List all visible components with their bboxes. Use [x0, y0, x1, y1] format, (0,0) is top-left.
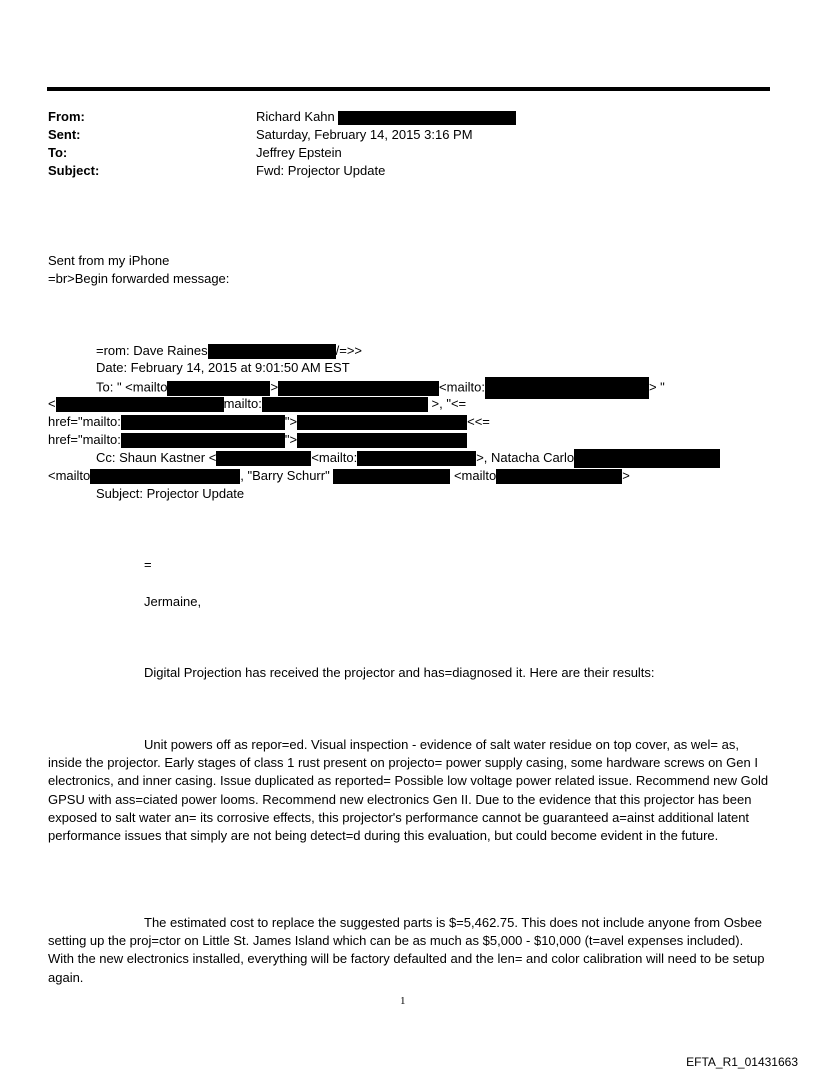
body-paragraph-2 — [48, 736, 770, 845]
fwd-cc-line-2 — [48, 467, 630, 485]
fwd-l3-sep: "> — [284, 414, 298, 429]
fwd-l2-mailto: mailto: — [223, 396, 262, 411]
fwd-l6-end: > — [622, 468, 630, 483]
page-number: 1 — [400, 995, 406, 1007]
header-rule — [47, 87, 770, 91]
fwd-subject-line: Subject: Projector Update — [96, 486, 245, 501]
fwd-cc-line — [96, 449, 720, 467]
fwd-from-text: =rom: Dave Raines — [96, 343, 208, 358]
fwd-cc-mailto: <mailto: — [311, 450, 358, 465]
redaction — [167, 381, 270, 396]
body-paragraph-3 — [48, 914, 770, 987]
sent-value: Saturday, February 14, 2015 3:16 PM — [256, 127, 473, 142]
redaction — [121, 433, 285, 448]
sent-label: Sent: — [48, 127, 81, 142]
fwd-l6-mailto: <mailto — [48, 468, 91, 483]
from-name: Richard Kahn — [256, 109, 335, 124]
redaction — [262, 397, 428, 412]
redaction — [90, 469, 240, 484]
body-paragraph-3-text: The estimated cost to replace the suggested parts is $=5,462.75. This does not include anyone from Osbee setting up the proj=ctor on Little St. James Island which can be as much as $5,000 - $10,000 (t=avel expenses included). With the new electronics installed, everything will be factory defaulted and the len= and color calibration will need to be setup again. — [48, 915, 765, 985]
subject-label: Subject: — [48, 163, 100, 178]
from-row — [48, 108, 748, 126]
begin-forwarded: =br>Begin forwarded message: — [48, 271, 230, 286]
fwd-l4-sep: "> — [284, 432, 298, 447]
fwd-l6-barry: , "Barry Schurr" — [240, 468, 330, 483]
fwd-to-end: > " — [648, 379, 665, 395]
to-label: To: — [48, 145, 68, 160]
fwd-from-suffix: /=>> — [335, 343, 363, 358]
redaction — [121, 415, 285, 430]
redaction — [485, 377, 649, 399]
fwd-l4-href: href="mailto: — [48, 432, 121, 447]
fwd-l2-end: >, "<= — [431, 396, 467, 411]
redaction — [208, 344, 336, 359]
fwd-to-text: To: " <mailto — [96, 379, 168, 395]
redaction — [357, 451, 476, 466]
redaction — [297, 415, 467, 430]
fwd-cc-natacha: >, Natacha Carlo — [476, 450, 575, 465]
fwd-from-line — [96, 342, 362, 360]
fwd-href-line-1 — [48, 413, 490, 431]
redaction — [333, 469, 450, 484]
fwd-to-sep: > — [270, 379, 279, 395]
body-paragraph-1: Digital Projection has received the projector and has=diagnosed it. Here are their results: — [144, 665, 655, 680]
email-header — [48, 108, 748, 180]
body-eq: = — [144, 557, 152, 572]
fwd-to-line — [96, 377, 665, 395]
subject-row — [48, 162, 748, 180]
from-label: From: — [48, 109, 85, 124]
sent-row — [48, 126, 748, 144]
redaction — [338, 111, 516, 125]
body-paragraph-2-text: Unit powers off as repor=ed. Visual inspection - evidence of salt water residue on top cover, as wel= as, inside the projector. Early stages of class 1 rust present on projecto= power supply casing, some hardware screws on Gen I electronics, and inner casing. Issue duplicated as reported= Possible low voltage power related issue. Recommend new Gold GPSU with ass=ciated power looms. Recommend new electronics Gen II. Due to the evidence that this projector has been exposed to salt water an= its corrosive effects, this projector's performance cannot be guaranteed a=ainst additional latent performance issues that simply are not being detect=d during this evaluation, but could become evident in the future. — [48, 737, 769, 844]
to-value: Jeffrey Epstein — [256, 145, 342, 160]
subject-value: Fwd: Projector Update — [256, 163, 386, 178]
fwd-href-line-2 — [48, 431, 467, 449]
redaction — [496, 469, 622, 484]
redaction — [216, 451, 311, 466]
document-id: EFTA_R1_01431663 — [686, 1055, 798, 1069]
redaction — [574, 449, 720, 468]
sent-from-iphone: Sent from my iPhone — [48, 253, 170, 268]
redaction — [297, 433, 467, 448]
fwd-l2-open: < — [48, 396, 56, 411]
fwd-l6-mailto-2: <mailto — [453, 468, 497, 483]
fwd-to-line-2 — [48, 395, 466, 413]
redaction — [56, 397, 224, 412]
from-value — [256, 108, 516, 126]
fwd-l3-end: <<= — [467, 414, 490, 429]
redaction — [278, 381, 439, 396]
fwd-to-mailto: <mailto: — [439, 379, 485, 395]
to-row — [48, 144, 748, 162]
fwd-date-line: Date: February 14, 2015 at 9:01:50 AM EST — [96, 360, 350, 375]
body-greeting: Jermaine, — [144, 594, 202, 609]
fwd-l3-href: href="mailto: — [48, 414, 121, 429]
fwd-cc-text: Cc: Shaun Kastner < — [96, 450, 217, 465]
